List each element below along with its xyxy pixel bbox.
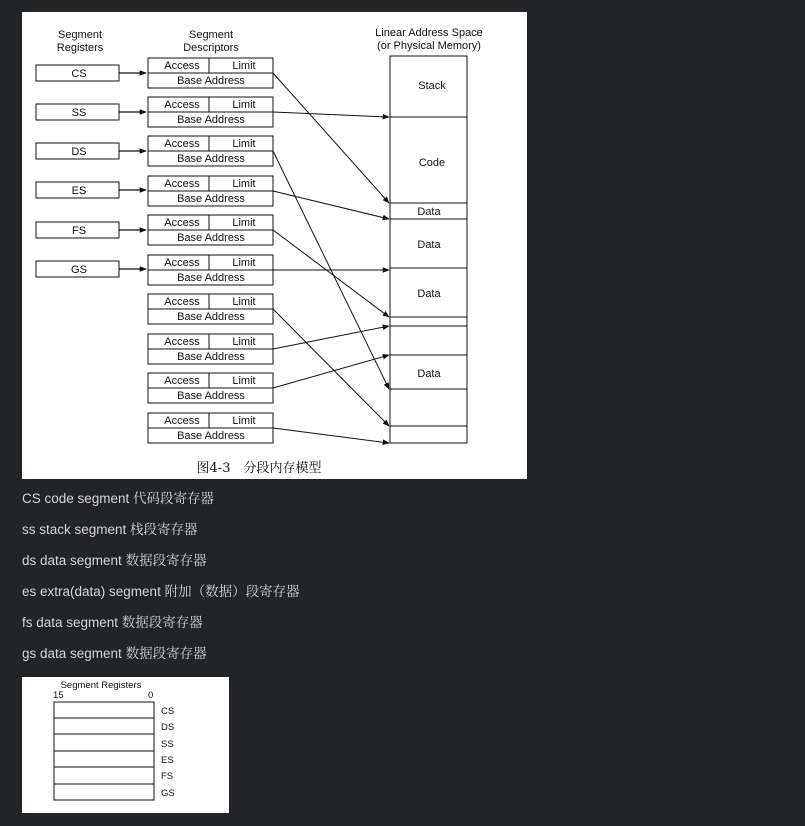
descriptor-7 — [148, 294, 273, 324]
descriptor-8-limit: Limit — [232, 336, 256, 348]
descriptor-4-limit: Limit — [232, 178, 256, 190]
memory-stack-label: Stack — [418, 80, 446, 92]
descriptors-header-line2: Descriptors — [183, 42, 239, 54]
descriptor-2 — [148, 97, 273, 127]
descriptor-4-base: Base Address — [177, 193, 245, 205]
register-label-fs: FS — [161, 771, 174, 782]
register-fs — [36, 222, 119, 238]
bit-high-label: 15 — [53, 690, 64, 701]
descriptor-6-base: Base Address — [177, 272, 245, 284]
segment-registers-figure — [22, 677, 229, 813]
descriptor-9 — [148, 373, 273, 403]
descriptor-10-base: Base Address — [177, 430, 245, 442]
descriptor-1 — [148, 58, 273, 88]
memory-data-label-4: Data — [417, 368, 441, 380]
descriptor-4-pointer — [273, 191, 389, 219]
descriptor-1-pointer — [273, 73, 389, 203]
descriptor-3-access: Access — [164, 138, 200, 150]
descriptor-2-limit: Limit — [232, 99, 256, 111]
descriptor-5-limit: Limit — [232, 217, 256, 229]
linear-address-space — [390, 56, 467, 443]
descriptor-4-access: Access — [164, 178, 200, 190]
description-line-gs: gs data segment 数据段寄存器 — [22, 646, 207, 661]
descriptor-2-base: Base Address — [177, 114, 245, 126]
register-cs — [36, 65, 119, 81]
descriptor-3-limit: Limit — [232, 138, 256, 150]
descriptor-8-access: Access — [164, 336, 200, 348]
descriptor-8-pointer — [273, 326, 389, 349]
description-line-ds: ds data segment 数据段寄存器 — [22, 553, 207, 568]
register-box-ds — [54, 718, 154, 734]
register-cs-label: CS — [71, 68, 87, 80]
register-box-es — [54, 751, 154, 767]
descriptor-5-pointer — [273, 230, 389, 317]
description-line-es: es extra(data) segment 附加（数据）段寄存器 — [22, 584, 300, 599]
memory-data-label-3: Data — [417, 288, 441, 300]
descriptor-7-base: Base Address — [177, 311, 245, 323]
memory-header-line2: (or Physical Memory) — [377, 40, 481, 52]
memory-code-label: Code — [418, 157, 446, 169]
descriptor-7-pointer — [273, 309, 389, 426]
descriptor-6 — [148, 255, 273, 285]
descriptor-5-base: Base Address — [177, 232, 245, 244]
descriptor-6-access: Access — [164, 257, 200, 269]
register-label-es: ES — [161, 755, 174, 766]
register-ss-label: SS — [71, 107, 87, 119]
descriptor-9-pointer — [273, 355, 389, 388]
descriptor-9-limit: Limit — [232, 375, 256, 387]
figure-caption: 图4-3 分段内存模型 — [196, 461, 322, 476]
descriptor-4 — [148, 176, 273, 206]
register-box-ss — [54, 734, 154, 751]
register-es — [36, 182, 119, 198]
descriptor-10-limit: Limit — [232, 415, 256, 427]
descriptor-6-limit: Limit — [232, 257, 256, 269]
register-fs-label: FS — [71, 225, 87, 237]
segmented-memory-figure — [22, 12, 527, 479]
descriptor-5-access: Access — [164, 217, 200, 229]
memory-data-label-2: Data — [417, 239, 441, 251]
descriptor-2-pointer — [273, 112, 389, 117]
descriptor-1-access: Access — [164, 60, 200, 72]
descriptor-7-limit: Limit — [232, 296, 256, 308]
memory-header-line1: Linear Address Space — [375, 27, 483, 39]
segmented-memory-diagram — [22, 12, 527, 479]
segment-registers-title: Segment Registers — [60, 680, 142, 691]
description-line-cs: CS code segment 代码段寄存器 — [22, 491, 215, 506]
register-box-gs — [54, 784, 154, 800]
register-box-cs — [54, 702, 154, 718]
register-es-label: ES — [71, 185, 87, 197]
descriptor-5 — [148, 215, 273, 245]
descriptor-7-access: Access — [164, 296, 200, 308]
descriptors-header-line1: Segment — [188, 29, 234, 41]
register-ds — [36, 143, 119, 159]
descriptor-10 — [148, 413, 273, 443]
registers-header-line1: Segment — [57, 29, 103, 41]
bit-low-label: 0 — [148, 690, 154, 701]
register-label-cs: CS — [161, 706, 175, 717]
descriptor-1-limit: Limit — [232, 60, 256, 72]
memory-data-label-1: Data — [417, 206, 441, 218]
descriptor-9-base: Base Address — [177, 390, 245, 402]
descriptor-2-access: Access — [164, 99, 200, 111]
descriptor-3 — [148, 136, 273, 166]
descriptor-8-base: Base Address — [177, 351, 245, 363]
descriptor-1-base: Base Address — [177, 75, 245, 87]
descriptor-3-base: Base Address — [177, 153, 245, 165]
register-ss — [36, 104, 119, 120]
descriptor-9-access: Access — [164, 375, 200, 387]
description-line-fs: fs data segment 数据段寄存器 — [22, 615, 203, 630]
description-line-ss: ss stack segment 栈段寄存器 — [22, 522, 198, 537]
register-label-ss: SS — [161, 739, 174, 750]
segment-registers-diagram — [22, 677, 229, 813]
register-ds-label: DS — [71, 146, 87, 158]
register-gs-label: GS — [71, 264, 87, 276]
register-gs — [36, 261, 119, 277]
descriptor-10-access: Access — [164, 415, 200, 427]
registers-header-line2: Registers — [56, 42, 104, 54]
register-label-gs: GS — [161, 788, 175, 799]
register-box-fs — [54, 767, 154, 784]
descriptor-8 — [148, 334, 273, 364]
register-descriptions — [22, 489, 300, 675]
register-label-ds: DS — [161, 722, 175, 733]
descriptor-10-pointer — [273, 428, 389, 443]
